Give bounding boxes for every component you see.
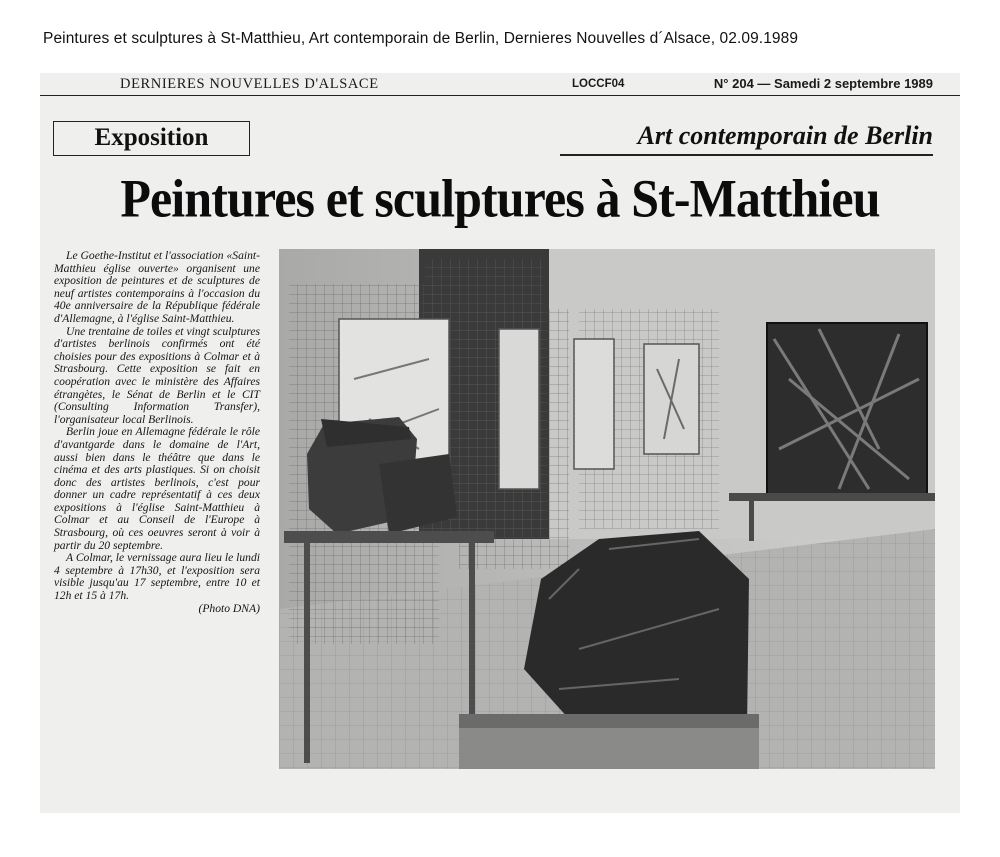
kicker-underline: [560, 154, 933, 156]
article-body: [54, 250, 260, 615]
edition-code: LOCCF04: [572, 78, 625, 90]
exhibition-photo-drawing: [279, 249, 935, 769]
newspaper-name: DERNIERES NOUVELLES D'ALSACE: [120, 76, 379, 92]
section-rubric: Exposition: [53, 121, 250, 156]
article-headline: Peintures et sculptures à St-Matthieu: [120, 168, 880, 229]
photo-credit: (Photo DNA): [198, 601, 260, 615]
paragraph: Une trentaine de toiles et vingt sculptures d'artistes berlinois confirmés ont été choisies pour des expositions à Colmar et à Strasbourg. Cette exposition se fait en coopération avec le ministère des Affaires étrangètes, le Sénat de Berlin et le CIT (Consulting Information Transfer), l'organisateur local Berlinois.: [54, 324, 260, 426]
exhibition-photo: [279, 249, 935, 769]
paragraph: A Colmar, le vernissage aura lieu le lundi 4 septembre à 17h30, et l'exposition sera visible jusqu'au 17 septembre, entre 10 et 12h et 15 à 17h.: [54, 551, 260, 603]
newspaper-clipping: [40, 73, 960, 813]
issue-date: N° 204 — Samedi 2 septembre 1989: [713, 76, 933, 91]
page-caption: Peintures et sculptures à St-Matthieu, Art contemporain de Berlin, Dernieres Nouvelles d´Alsace, 02.09.1989: [43, 30, 799, 47]
paragraph: Berlin joue en Allemagne fédérale le rôle d'avantgarde dans le domaine de l'Art, aussi bien dans le théâtre que dans le cinéma et des arts plastiques. Si on choisit donc des artistes berlinois, c'est pour donner un cadre représentatif à ces deux expositions à l'église Saint-Matthieu à Colmar et au Conseil de l'Europe à Strasbourg, où ces oeuvres seront à voir à partir du 20 septembre.: [54, 425, 260, 552]
article-kicker: Art contemporain de Berlin: [637, 121, 933, 150]
paragraph: Le Goethe-Institut et l'association «Saint-Matthieu église ouverte» organisent une exposition de peintures et de sculptures de neuf artistes contemporains à l'occasion du 40e anniversaire de la République fédérale d'Allemagne, à l'église Saint-Matthieu.: [54, 249, 260, 325]
masthead: [40, 73, 960, 96]
